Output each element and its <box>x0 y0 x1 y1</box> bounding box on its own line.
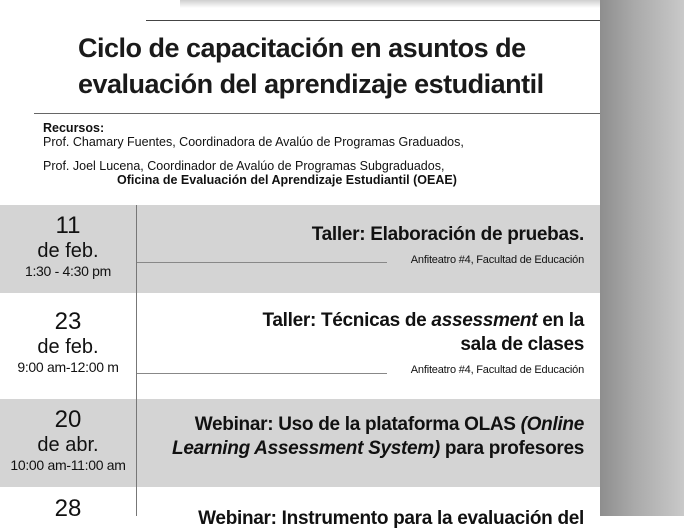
event-month: de abr. <box>37 434 99 456</box>
row-divider <box>136 399 137 487</box>
title-emphasis: assessment <box>431 310 538 331</box>
event-date-4 <box>0 487 136 525</box>
top-rule <box>146 20 600 21</box>
event-location: Anfiteatro #4, Facultad de Educación <box>410 254 584 266</box>
title-text: en la <box>537 310 584 331</box>
event-day: 23 <box>54 308 82 335</box>
event-row-1 <box>0 205 600 293</box>
title-emphasis: (Online <box>520 414 584 435</box>
page-title <box>78 30 598 102</box>
resource-person-2: Prof. Joel Lucena, Coordinador de Avalúo de Programas Subgraduados, <box>43 159 445 173</box>
event-row-2 <box>0 293 600 399</box>
title-line-2: sala de clases <box>460 334 584 355</box>
title-line-2: evaluación del aprendizaje estudiantil <box>78 69 544 99</box>
event-date-2 <box>0 293 136 415</box>
event-time: 1:30 - 4:30 pm <box>24 263 112 279</box>
location-line <box>137 373 387 374</box>
event-row-3 <box>0 399 600 487</box>
event-date-3 <box>0 399 136 495</box>
resource-person-1: Prof. Chamary Fuentes, Coordinadora de Avalúo de Programas Graduados, <box>43 135 464 149</box>
event-month: de feb. <box>37 240 99 262</box>
event-title: Webinar: Instrumento para la evaluación del <box>198 508 584 529</box>
event-month: de feb. <box>37 336 99 358</box>
event-location: Anfiteatro #4, Facultad de Educación <box>410 364 584 376</box>
title-line-1: Ciclo de capacitación en asuntos de <box>78 33 526 63</box>
title-rule <box>34 113 600 114</box>
event-title <box>172 413 584 461</box>
row-divider <box>136 205 137 293</box>
resources-block <box>43 121 464 187</box>
title-text: para profesores <box>439 438 584 459</box>
resources-label: Recursos: <box>43 121 105 135</box>
location-line <box>137 262 387 263</box>
event-day: 20 <box>54 406 82 433</box>
resource-office: Oficina de Evaluación del Aprendizaje Estudiantil (OEAE) <box>117 173 457 187</box>
top-shadow <box>180 0 600 8</box>
event-day: 28 <box>54 495 82 522</box>
event-title <box>262 309 584 357</box>
title-emphasis: Learning Assessment System) <box>172 438 440 459</box>
event-time: 9:00 am-12:00 m <box>17 359 119 375</box>
event-row-4 <box>0 487 600 529</box>
row-divider <box>136 487 137 516</box>
title-text: Taller: Técnicas de <box>262 310 432 331</box>
right-margin-shade <box>600 0 684 516</box>
row-divider <box>136 293 137 399</box>
event-title: Taller: Elaboración de pruebas. <box>311 224 584 245</box>
event-day: 11 <box>55 212 81 239</box>
event-time: 10:00 am-11:00 am <box>10 457 126 473</box>
title-text: Webinar: Uso de la plataforma OLAS <box>194 414 521 435</box>
event-date-1 <box>0 205 136 301</box>
